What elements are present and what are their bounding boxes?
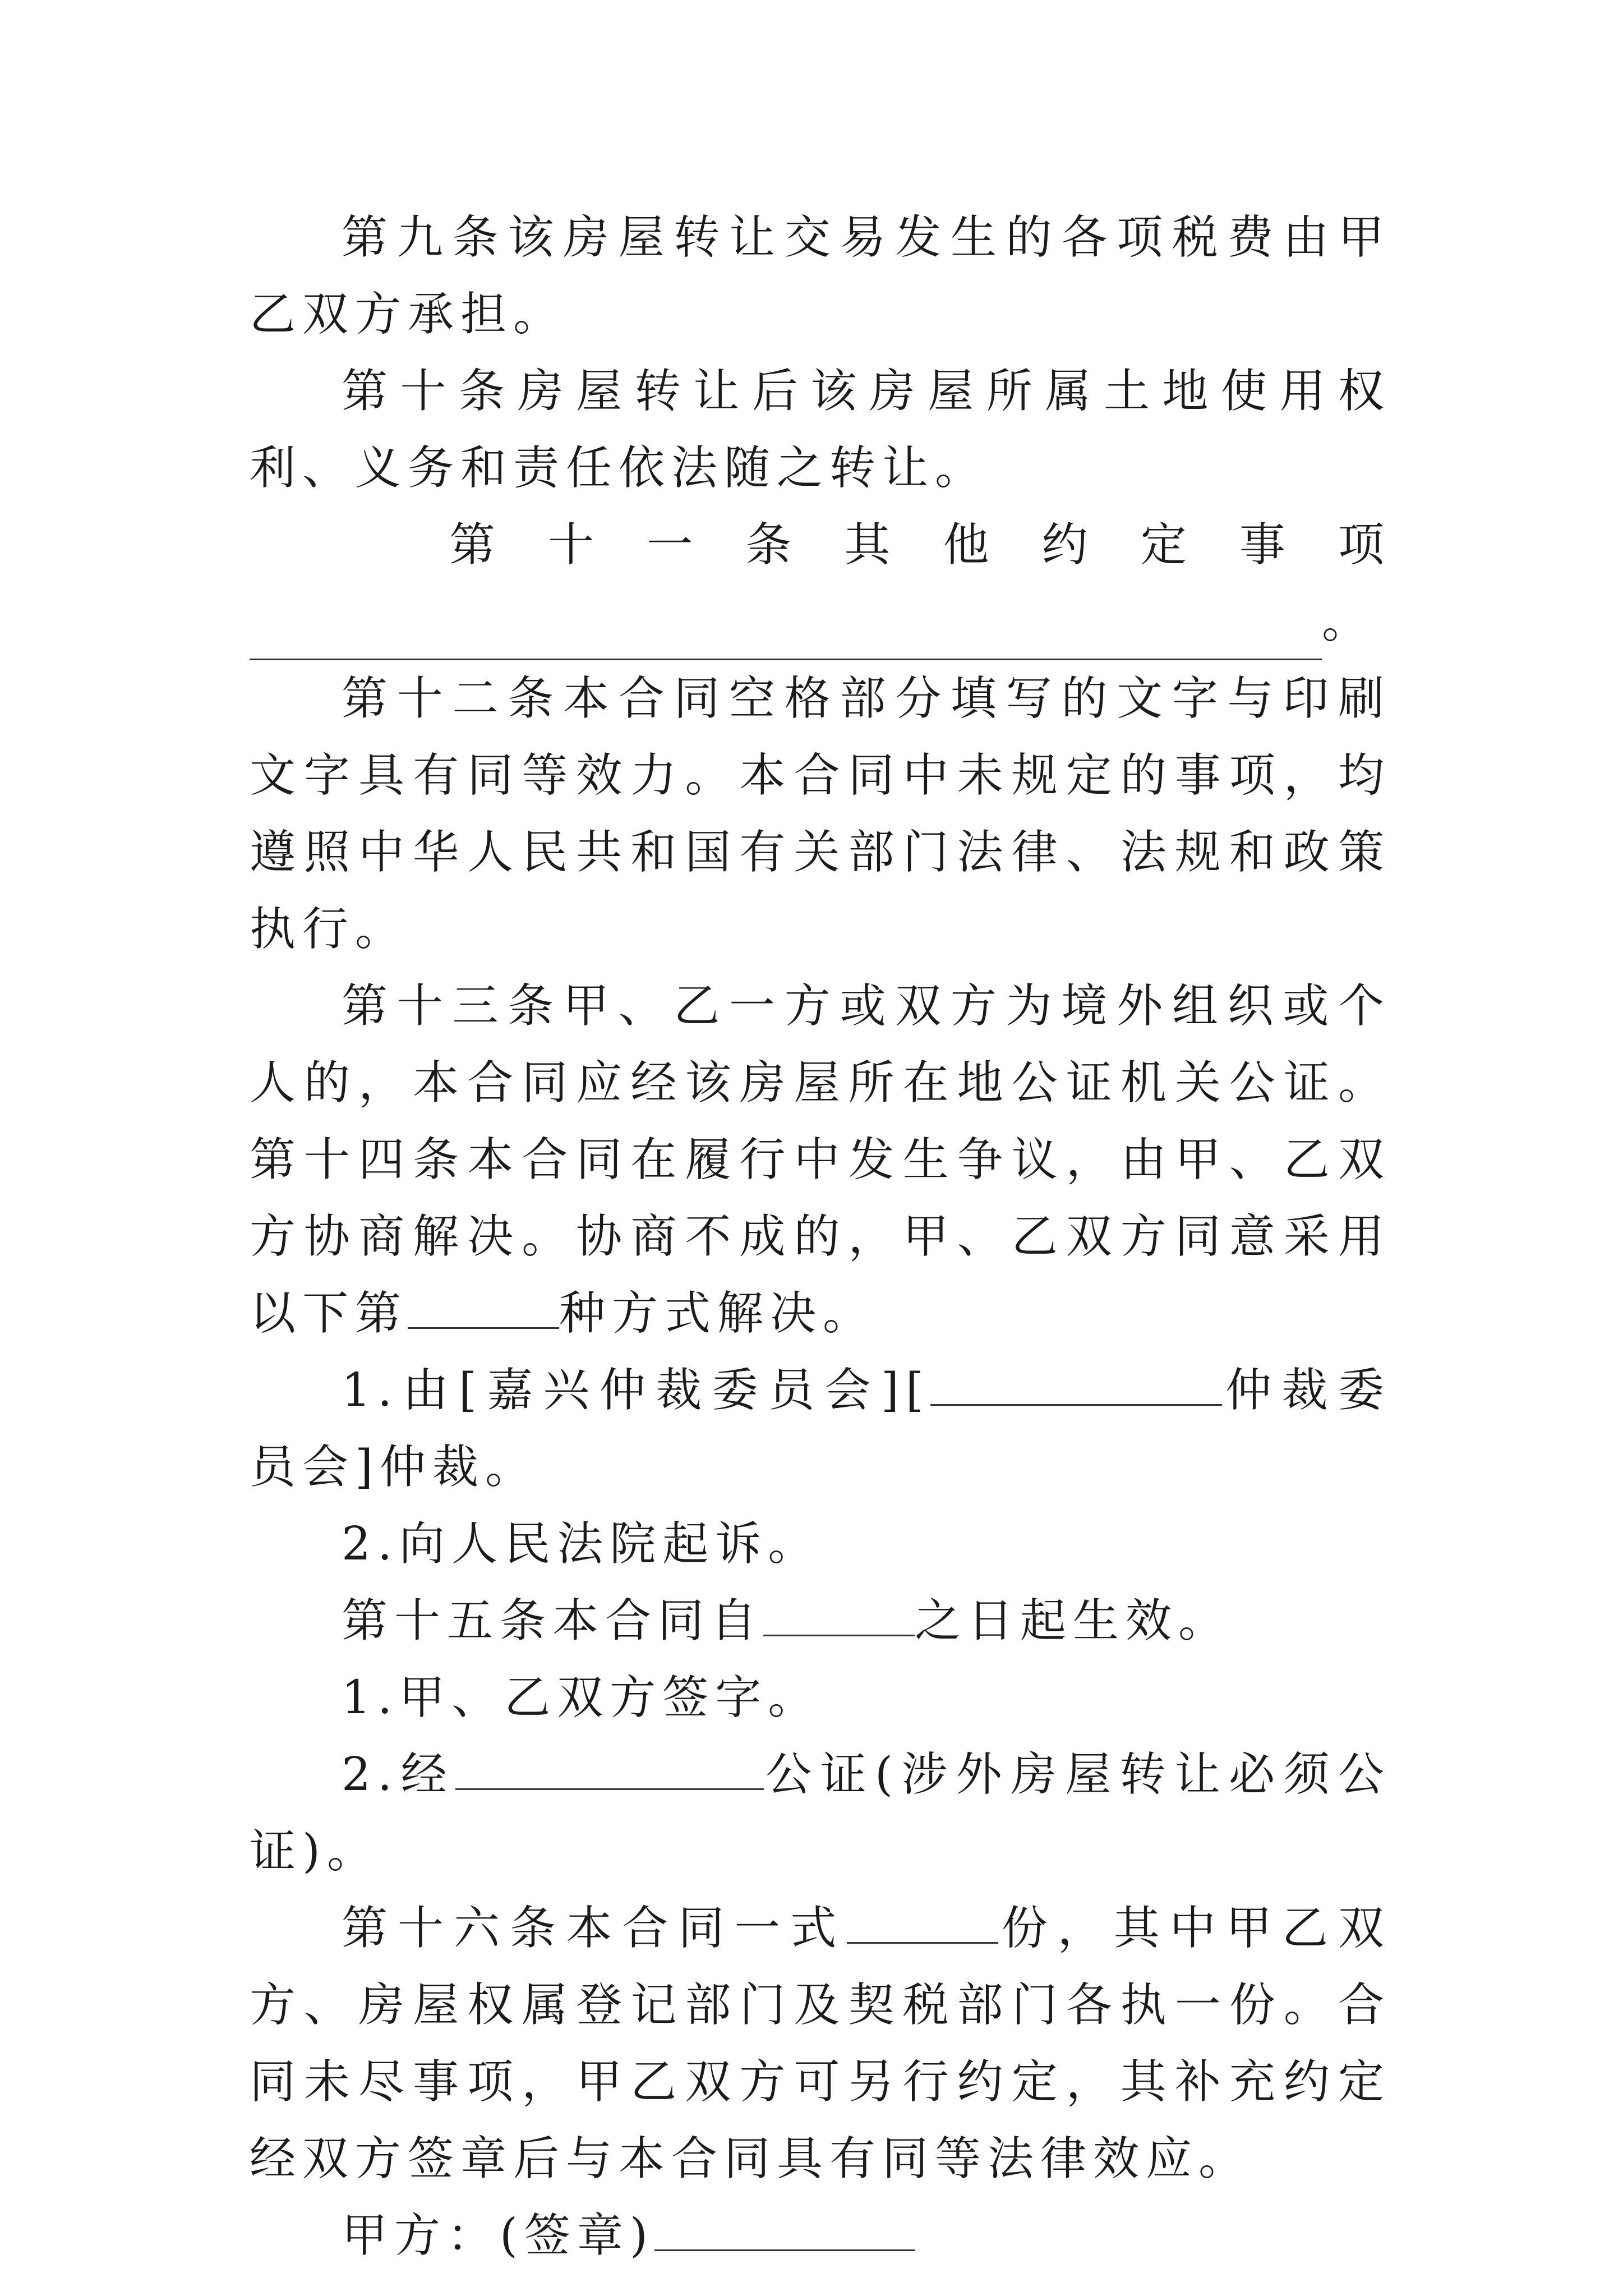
article-11-end: 。: [1322, 595, 1375, 648]
article-10: [250, 353, 1391, 507]
article-11-char: 约: [1041, 518, 1095, 572]
article-11-blank-line: [250, 583, 1391, 660]
option-2-text: 2.向人民法院起诉。: [342, 1517, 821, 1571]
article-11-heading: [250, 507, 1391, 583]
article-13-14: [250, 968, 1391, 1352]
dispute-method-blank[interactable]: [408, 1292, 559, 1329]
party-a-signature: [250, 2197, 1391, 2274]
article-11-char: 事: [1239, 518, 1292, 572]
article-13-text: 第十三条甲、乙一方或双方为境外组织或个人的，本合同应经该房屋所在地公证机关公证。第十四条本合同在履行中发生争议，由甲、乙双方协商解决。协商不成的，甲、乙双方同意采用以下第: [250, 979, 1391, 1340]
article-11-char: 他: [943, 518, 996, 572]
article-11-char: 十: [548, 518, 601, 572]
party-a-label: 甲方：(签章): [342, 2209, 654, 2262]
article-14-text-end: 种方式解决。: [559, 1287, 876, 1340]
article-15-text-a: 第十五条本合同自: [342, 1594, 764, 1648]
article-10-text: 第十条房屋转让后该房屋所属土地使用权利、义务和责任依法随之转让。: [250, 365, 1391, 495]
article-15-item-2-text-a: 2.经: [342, 1748, 455, 1801]
contract-body: [250, 199, 1391, 2274]
copies-count-blank[interactable]: [847, 1907, 998, 1944]
article-9-text: 第九条该房屋转让交易发生的各项税费由甲乙双方承担。: [250, 211, 1391, 341]
option-1-text-b: 仲裁委员会]仲裁。: [250, 1364, 1391, 1494]
article-11-char: 其: [844, 518, 897, 572]
notary-blank[interactable]: [455, 1754, 764, 1790]
article-11-char: 条: [745, 518, 799, 572]
article-9: [250, 199, 1391, 353]
party-a-signature-blank[interactable]: [654, 2215, 915, 2251]
arbitration-commission-blank[interactable]: [930, 1369, 1222, 1406]
article-15-item-2: [250, 1736, 1391, 1890]
article-12: [250, 660, 1391, 968]
effective-date-blank[interactable]: [763, 1600, 915, 1636]
article-15-item-2-text-b: 公证(涉外房屋转让必须公证)。: [250, 1748, 1391, 1878]
article-11-char: 定: [1140, 518, 1193, 572]
article-15-item-1: [250, 1659, 1391, 1736]
article-16-text-b: 份，其中甲乙双方、房屋权属登记部门及契税部门各执一份。合同未尽事项，甲乙双方可另行约定，其补充约定经双方签章后与本合同具有同等法律效应。: [250, 1902, 1391, 2185]
article-11-fill-blank[interactable]: [250, 624, 1322, 660]
option-1: [250, 1352, 1391, 1506]
article-11-char: 项: [1338, 518, 1391, 572]
article-11-char: 一: [647, 518, 700, 572]
article-12-text: 第十二条本合同空格部分填写的文字与印刷文字具有同等效力。本合同中未规定的事项，均遵照中华人民共和国有关部门法律、法规和政策执行。: [250, 672, 1391, 956]
article-11-char: 第: [449, 518, 502, 572]
option-2: [250, 1506, 1391, 1582]
article-16: [250, 1890, 1391, 2197]
option-1-text-a: 1.由[嘉兴仲裁委员会][: [342, 1364, 930, 1417]
article-15-item-1-text: 1.甲、乙双方签字。: [342, 1671, 821, 1724]
article-15: [250, 1582, 1391, 1659]
article-15-text-b: 之日起生效。: [915, 1594, 1232, 1648]
article-16-text-a: 第十六条本合同一式: [342, 1902, 847, 1955]
